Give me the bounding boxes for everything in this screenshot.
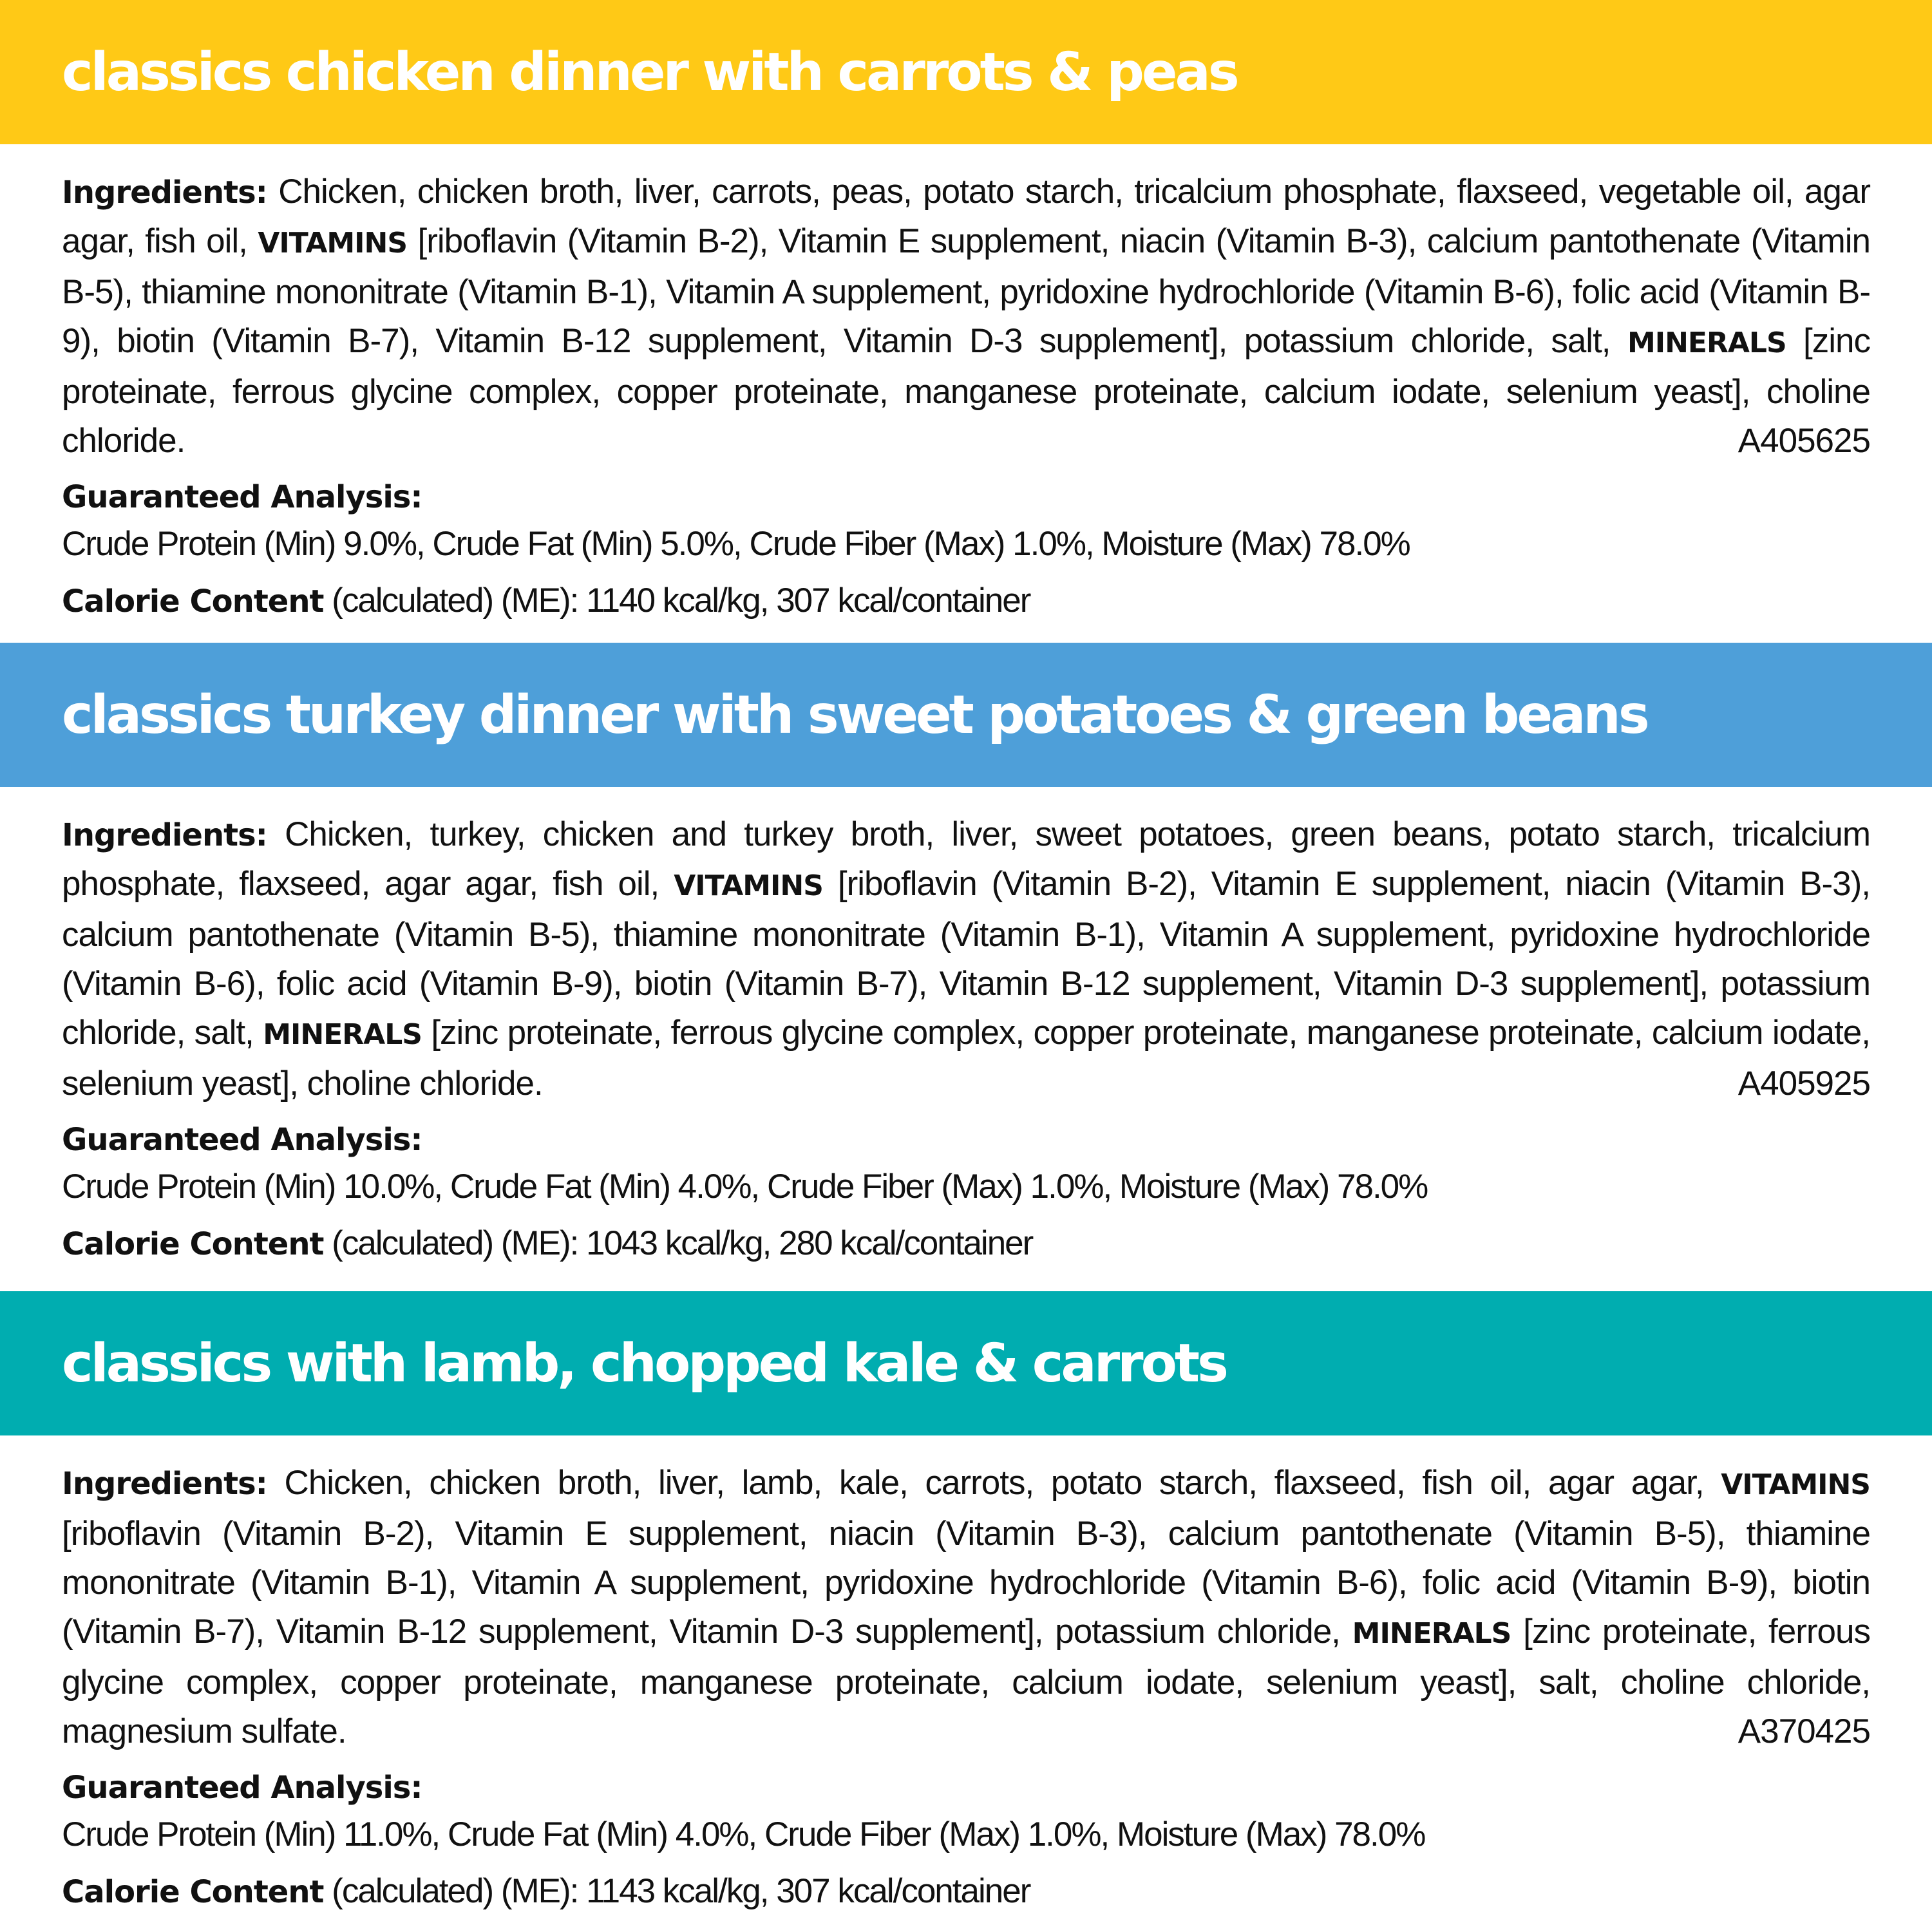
product-section-turkey <box>0 643 1932 1269</box>
ingredients-text: Chicken, chicken broth, liver, carrots, peas, potato starch, tricalcium phosphate, flaxseed, vegetable oil, agar agar, fish oil, <box>62 173 1871 260</box>
product-code: A370425 <box>1738 1712 1870 1750</box>
calorie-content-value: (calculated) (ME): 1143 kcal/kg, 307 kcal/container <box>332 1872 1030 1910</box>
vitamins-keyword: VITAMINS <box>258 227 408 260</box>
product-code: A405925 <box>1738 1065 1870 1103</box>
calorie-content-line <box>62 1219 1870 1269</box>
calorie-content-label: Calorie Content <box>62 583 324 620</box>
product-title: classics with lamb, chopped kale & carrots <box>62 1332 1226 1394</box>
calorie-content-label: Calorie Content <box>62 1874 324 1910</box>
product-banner <box>0 0 1932 144</box>
product-body <box>0 787 1932 1269</box>
calorie-content-value: (calculated) (ME): 1043 kcal/kg, 280 kcal/container <box>332 1224 1033 1262</box>
calorie-content-value: (calculated) (ME): 1140 kcal/kg, 307 kcal/container <box>332 582 1030 620</box>
guaranteed-analysis-heading: Guaranteed Analysis: <box>62 479 422 515</box>
product-title: classics turkey dinner with sweet potatoes & green beans <box>62 684 1647 746</box>
vitamins-text: [riboflavin (Vitamin B-2), Vitamin E supplement, niacin (Vitamin B-3), calcium pantothenate (Vitamin B-5), thiamine mononitrate (Vitamin B-1), Vitamin A supplement, pyridoxine hydrochloride (Vitamin B-6), folic acid (Vitamin B-9), biotin (Vitamin B-7), Vitamin B-12 supplement, Vitamin D-3 supplement], potassium chloride, salt, <box>62 222 1871 360</box>
vitamins-text: [riboflavin (Vitamin B-2), Vitamin E supplement, niacin (Vitamin B-3), calcium pantothenate (Vitamin B-5), thiamine mononitrate (Vitamin B-1), Vitamin A supplement, pyridoxine hydrochloride (Vitamin B-6), folic acid (Vitamin B-9), biotin (Vitamin B-7), Vitamin B-12 supplement, Vitamin D-3 supplement], potassium chloride, salt, <box>62 865 1870 1052</box>
product-banner <box>0 643 1932 787</box>
calorie-content-line <box>62 1867 1870 1917</box>
ingredients-label: Ingredients: <box>62 1466 267 1502</box>
product-banner <box>0 1291 1932 1435</box>
guaranteed-analysis-heading: Guaranteed Analysis: <box>62 1122 422 1158</box>
minerals-text: [zinc proteinate, ferrous glycine complex, copper proteinate, manganese proteinate, calcium iodate, selenium yeast], choline chloride. <box>62 322 1871 460</box>
calorie-content-line <box>62 576 1870 626</box>
ingredients-paragraph <box>62 810 1870 1108</box>
ingredients-paragraph <box>62 1459 1870 1756</box>
product-title: classics chicken dinner with carrots & peas <box>62 41 1237 103</box>
guaranteed-analysis-heading: Guaranteed Analysis: <box>62 1770 422 1806</box>
product-body <box>0 1435 1932 1917</box>
guaranteed-analysis-values: Crude Protein (Min) 11.0%, Crude Fat (Min) 4.0%, Crude Fiber (Max) 1.0%, Moisture (Max) 78.0% <box>62 1815 1425 1853</box>
ingredients-text: Chicken, chicken broth, liver, lamb, kale, carrots, potato starch, flaxseed, fish oil, agar agar, <box>284 1464 1704 1502</box>
product-section-lamb <box>0 1291 1932 1917</box>
ingredients-paragraph <box>62 167 1870 466</box>
minerals-keyword: MINERALS <box>263 1018 422 1051</box>
minerals-text: [zinc proteinate, ferrous glycine complex, copper proteinate, manganese proteinate, calcium iodate, selenium yeast], salt, choline chloride, magnesium sulfate. <box>62 1613 1870 1750</box>
minerals-text: [zinc proteinate, ferrous glycine complex, copper proteinate, manganese proteinate, calcium iodate, selenium yeast], choline chloride. <box>62 1014 1870 1103</box>
ingredients-text: Chicken, turkey, chicken and turkey broth, liver, sweet potatoes, green beans, potato starch, tricalcium phosphate, flaxseed, agar agar, fish oil, <box>62 815 1871 903</box>
product-body <box>0 144 1932 626</box>
minerals-keyword: MINERALS <box>1352 1617 1511 1650</box>
calorie-content-label: Calorie Content <box>62 1226 324 1262</box>
guaranteed-analysis-values: Crude Protein (Min) 10.0%, Crude Fat (Min) 4.0%, Crude Fiber (Max) 1.0%, Moisture (Max) 78.0% <box>62 1168 1428 1206</box>
minerals-keyword: MINERALS <box>1627 327 1786 359</box>
ingredients-label: Ingredients: <box>62 175 267 211</box>
product-section-chicken <box>0 0 1932 626</box>
vitamins-text: [riboflavin (Vitamin B-2), Vitamin E supplement, niacin (Vitamin B-3), calcium pantothenate (Vitamin B-5), thiamine mononitrate (Vitamin B-1), Vitamin A supplement, pyridoxine hydrochloride (Vitamin B-6), folic acid (Vitamin B-9), biotin (Vitamin B-7), Vitamin B-12 supplement, Vitamin D-3 supplement], potassium chloride, <box>62 1515 1870 1651</box>
product-code: A405625 <box>1738 422 1870 460</box>
guaranteed-analysis-values: Crude Protein (Min) 9.0%, Crude Fat (Min) 5.0%, Crude Fiber (Max) 1.0%, Moisture (Max) 78.0% <box>62 525 1410 563</box>
ingredients-label: Ingredients: <box>62 817 267 853</box>
vitamins-keyword: VITAMINS <box>1721 1468 1870 1501</box>
vitamins-keyword: VITAMINS <box>674 869 823 902</box>
